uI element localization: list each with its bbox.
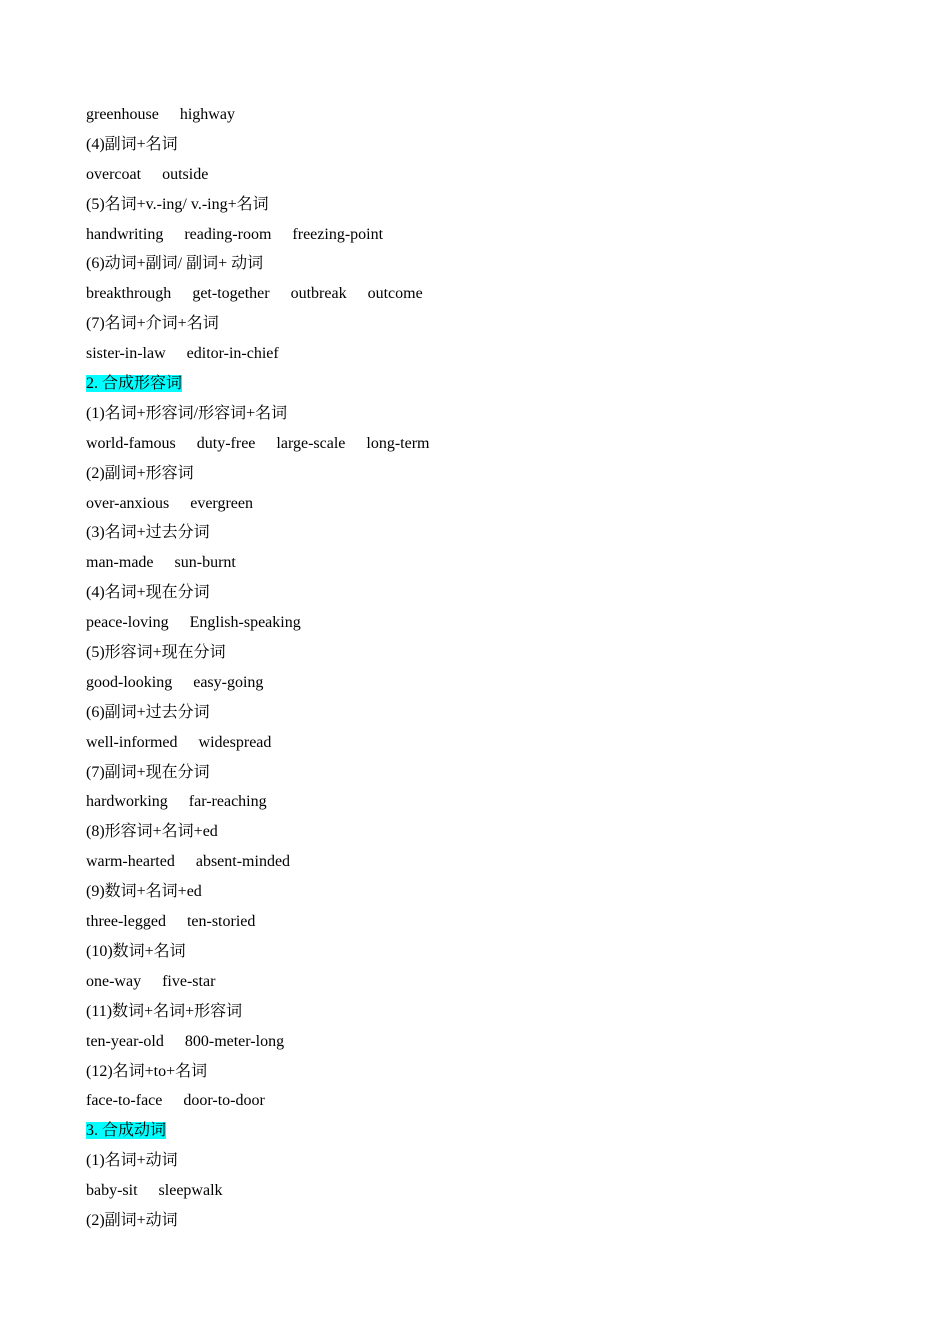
example-words-line (86, 100, 906, 130)
pattern-label: (9)数词+名词+ed (86, 883, 202, 901)
example-word: outside (162, 165, 209, 183)
example-word: far-reaching (188, 793, 267, 811)
example-word: greenhouse (86, 106, 159, 123)
example-word: baby-sit (86, 1182, 138, 1200)
example-word: good-looking (86, 673, 173, 691)
example-word: breakthrough (86, 285, 172, 303)
example-word: outcome (367, 285, 423, 303)
example-word: overcoat (86, 165, 142, 183)
example-words-line (86, 847, 906, 877)
example-word: world-famous (86, 434, 176, 452)
example-word: sleepwalk (158, 1182, 223, 1200)
example-words-line (86, 668, 906, 698)
example-words-line (86, 728, 906, 758)
example-word: duty-free (196, 434, 256, 452)
pattern-label: (6)副词+过去分词 (86, 703, 210, 721)
section-heading-text: 2. 合成形容词 (86, 375, 183, 393)
example-word: over-anxious (86, 494, 170, 512)
example-word: ten-storied (186, 913, 256, 931)
example-word: three-legged (86, 913, 166, 931)
pattern-label: (1)名词+动词 (86, 1152, 178, 1170)
example-word: hardworking (86, 793, 168, 811)
pattern-label: (7)副词+现在分词 (86, 763, 210, 781)
example-words-line (86, 1027, 906, 1057)
example-words-line (86, 279, 906, 309)
pattern-label: (4)名词+现在分词 (86, 584, 210, 602)
example-words-line (86, 489, 906, 519)
pattern-label: (6)动词+副词/ 副词+ 动词 (86, 255, 264, 273)
example-word: five-star (162, 972, 216, 990)
pattern-label: (5)名词+v.-ing/ v.-ing+名词 (86, 195, 269, 213)
example-words-line (86, 787, 906, 817)
example-words-line (86, 1176, 906, 1206)
example-word: sister-in-law (86, 345, 166, 363)
pattern-label: (2)副词+形容词 (86, 464, 194, 482)
example-word: evergreen (190, 494, 253, 512)
example-word: ten-year-old (86, 1032, 164, 1050)
example-word: man-made (86, 554, 154, 572)
example-word: 800-meter-long (184, 1032, 285, 1050)
example-word: widespread (198, 733, 272, 751)
example-word: well-informed (86, 733, 178, 751)
pattern-label: (10)数词+名词 (86, 942, 186, 960)
example-words-line (86, 548, 906, 578)
example-word: sun-burnt (174, 554, 236, 572)
example-word: large-scale (276, 434, 346, 452)
example-word: editor-in-chief (186, 345, 279, 363)
example-words-line (86, 608, 906, 638)
pattern-label: (11)数词+名词+形容词 (86, 1002, 243, 1020)
example-word: warm-hearted (86, 853, 175, 871)
example-word: long-term (366, 434, 430, 452)
example-word: English-speaking (189, 614, 301, 632)
example-word: door-to-door (183, 1092, 265, 1110)
example-words-line (86, 339, 906, 369)
example-word: highway (179, 106, 235, 123)
example-word: reading-room (184, 225, 272, 243)
pattern-label: (7)名词+介词+名词 (86, 315, 219, 333)
example-words-line (86, 1086, 906, 1116)
example-word: handwriting (86, 225, 164, 243)
example-words-line (86, 160, 906, 190)
pattern-label: (5)形容词+现在分词 (86, 644, 226, 662)
example-word: peace-loving (86, 614, 169, 632)
section-heading-text: 3. 合成动词 (86, 1122, 167, 1140)
document-page (86, 100, 906, 1236)
pattern-label: (3)名词+过去分词 (86, 524, 210, 542)
section-heading (86, 1116, 906, 1146)
example-word: outbreak (290, 285, 347, 303)
example-word: get-together (192, 285, 270, 303)
pattern-label: (2)副词+动词 (86, 1211, 178, 1229)
example-word: easy-going (193, 673, 264, 691)
example-word: face-to-face (86, 1092, 163, 1110)
section-heading (86, 369, 906, 399)
pattern-label: (12)名词+to+名词 (86, 1062, 208, 1080)
pattern-label: (1)名词+形容词/形容词+名词 (86, 404, 288, 422)
example-word: one-way (86, 972, 142, 990)
pattern-label: (8)形容词+名词+ed (86, 823, 218, 841)
example-words-line (86, 429, 906, 459)
pattern-label: (4)副词+名词 (86, 135, 178, 153)
example-word: freezing-point (292, 225, 384, 243)
example-words-line (86, 967, 906, 997)
example-word: absent-minded (195, 853, 291, 871)
example-words-line (86, 220, 906, 250)
example-words-line (86, 907, 906, 937)
